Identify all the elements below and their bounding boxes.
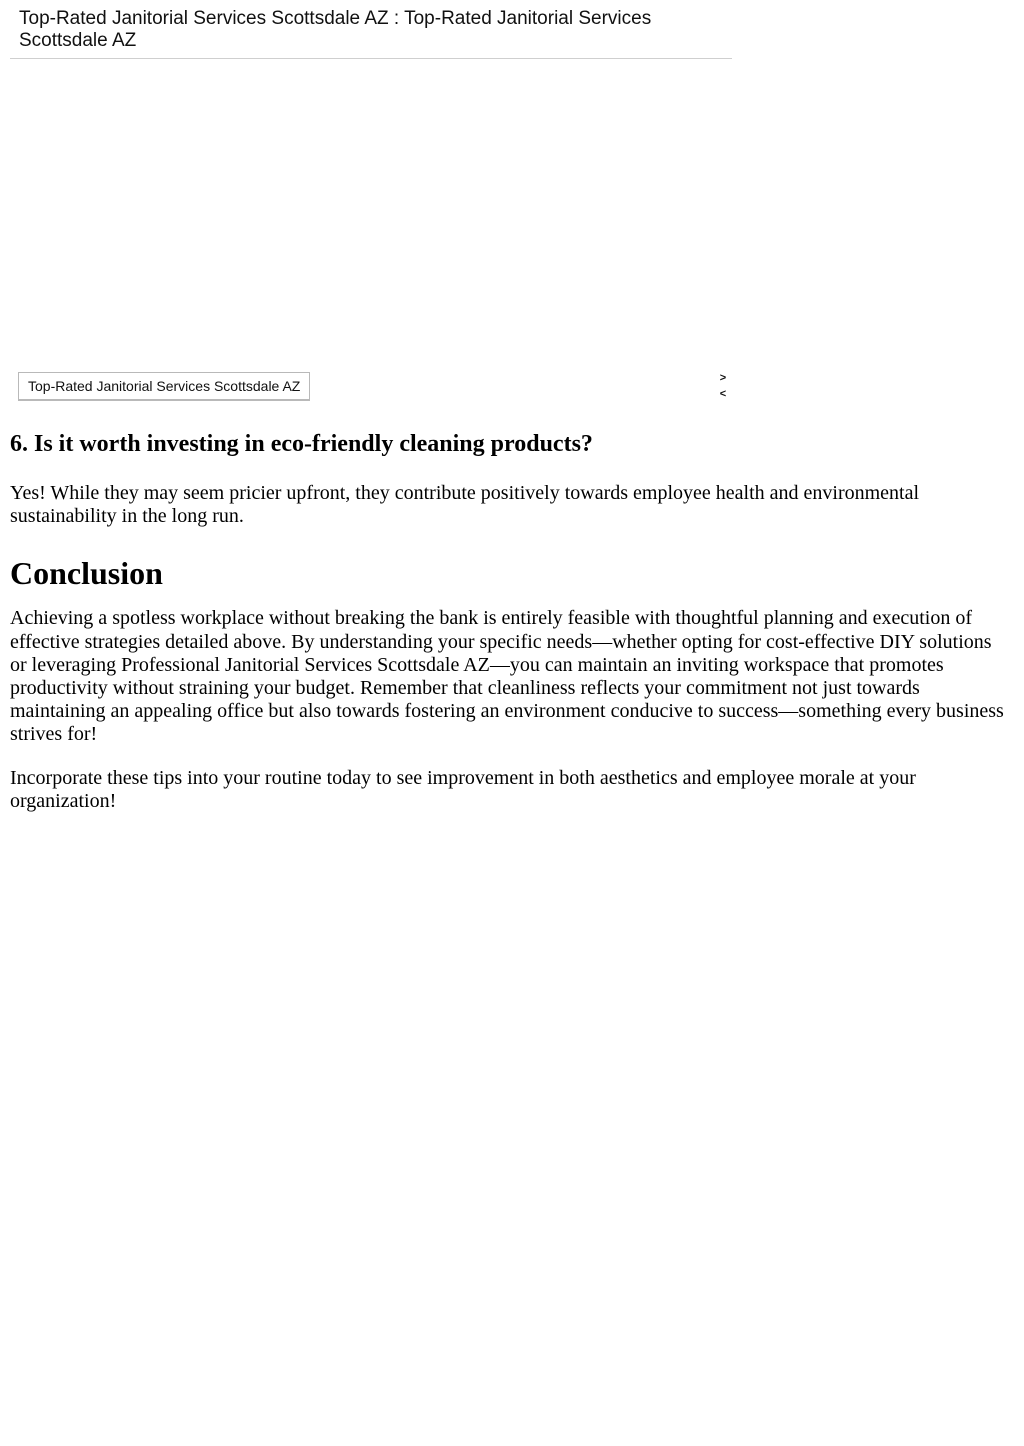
embed-title[interactable]: Top-Rated Janitorial Services Scottsdale AZ : Top-Rated Janitorial Services Scottsdale AZ — [19, 8, 652, 51]
faq-question-heading: 6. Is it worth investing in eco-friendly cleaning products? — [10, 431, 593, 457]
faq-answer: Yes! While they may seem pricier upfront, they contribute positively towards employee health and environmental sustainability in the long run. — [10, 482, 920, 528]
next-arrow-icon[interactable]: > — [719, 372, 727, 384]
embed-divider — [10, 58, 732, 59]
embedded-map-widget — [10, 0, 732, 410]
closing-paragraph: Incorporate these tips into your routine today to see improvement in both aesthetics and employee morale at your organization! — [10, 766, 916, 812]
article-content — [10, 428, 1010, 813]
embed-frame[interactable] — [10, 60, 732, 365]
embed-nav-controls — [716, 370, 730, 402]
conclusion-heading: Conclusion — [10, 555, 163, 592]
conclusion-paragraph: Achieving a spotless workplace without breaking the bank is entirely feasible with thoughtful planning and execution of effective strategies detailed above. By understanding your specific needs—whether opting for cost-effective DIY solutions or leveraging Professional Janitorial Services Scottsdale AZ—you can maintain an inviting workspace that promotes productivity without straining your budget. Remember that cleanliness reflects your commitment not just towards maintaining an appealing office but also towards fostering an environment conducive to success—something every business strives for! — [10, 607, 1004, 746]
prev-arrow-icon[interactable]: < — [719, 388, 727, 400]
embed-tab[interactable]: Top-Rated Janitorial Services Scottsdale AZ — [18, 372, 310, 401]
